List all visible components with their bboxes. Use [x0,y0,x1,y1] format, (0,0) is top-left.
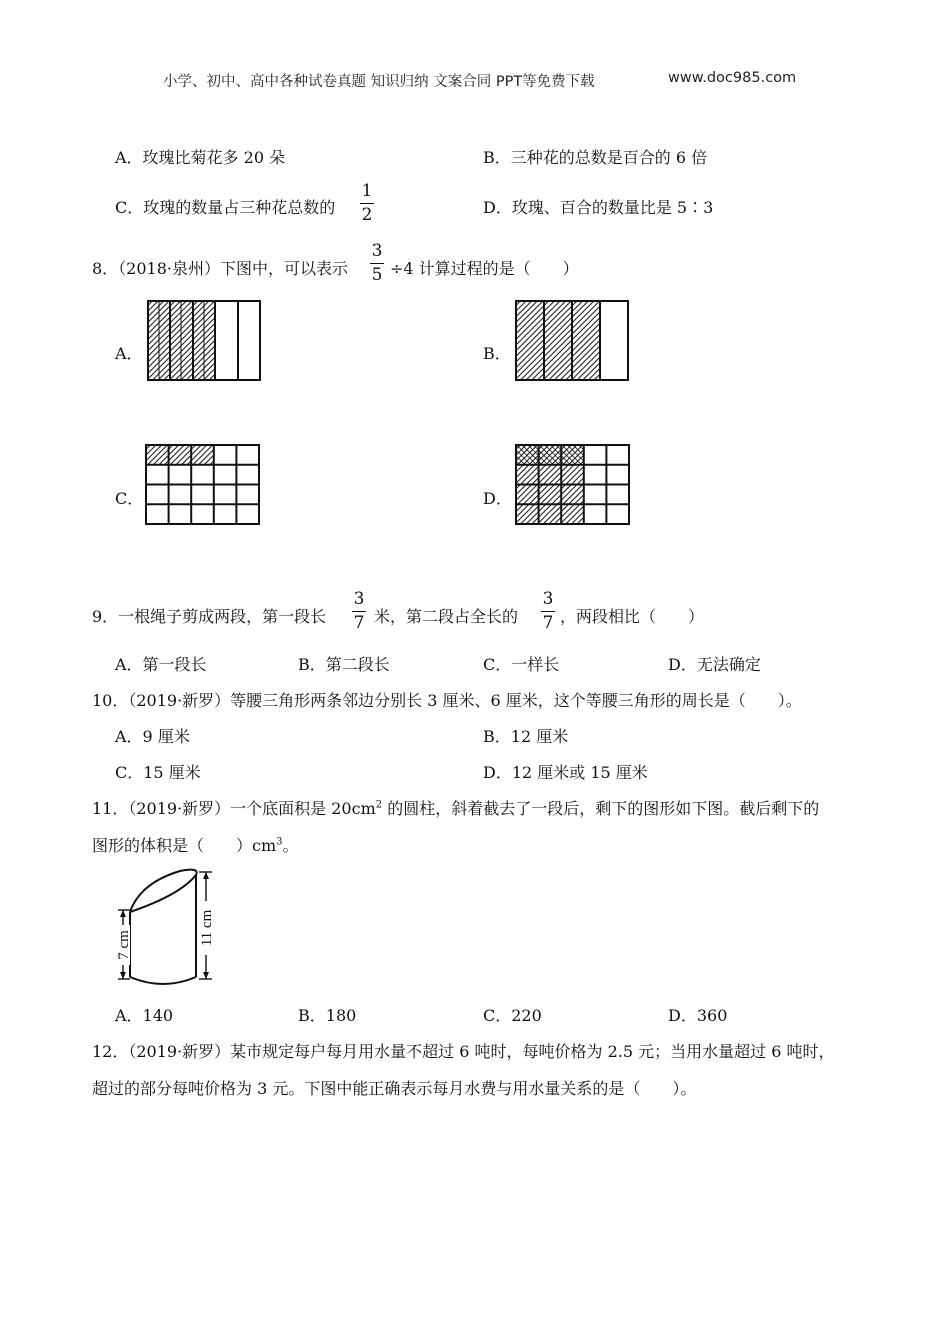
q8-figure-a [147,300,261,382]
q8-label-d[interactable]: D． [483,489,512,508]
q11-option-d[interactable]: D．360 [668,1006,728,1025]
q9-stem-1: 9．一根绳子剪成两段，第一段长 [92,607,327,626]
q7-option-d[interactable]: D．玫瑰、百合的数量比是 5∶3 [483,198,714,217]
q8-stem-pre: 8．（2018·泉州）下图中，可以表示 [92,259,348,278]
q11-stem-line1 [92,796,819,819]
q11-line2-post: 。 [282,836,299,855]
q8-figure-d [515,444,631,526]
fraction-bar [360,203,374,204]
q10-option-c[interactable]: C．15 厘米 [115,763,201,782]
q11-option-a[interactable]: A．140 [115,1006,174,1025]
q9-option-b[interactable]: B．第二段长 [298,655,390,674]
q11-stem-post: 的圆柱，斜着截去了一段后，剩下的图形如下图。截后剩下的 [382,799,820,818]
fraction-bar [370,263,384,264]
q8-figure-c [145,444,261,526]
q7-option-a[interactable]: A．玫瑰比菊花多 20 朵 [115,148,286,167]
q10-stem: 10．（2019·新罗）等腰三角形两条邻边分别长 3 厘米、6 厘米，这个等腰三角形的周长是（ ）。 [92,691,802,710]
q9-stem-3: ，两段相比（ ） [560,607,705,626]
fraction-denominator: 7 [542,613,554,633]
q9-stem-2: 米，第二段占全长的 [374,607,519,626]
fraction-numerator: 1 [361,181,373,201]
q12-stem-line2: 超过的部分每吨价格为 3 元。下图中能正确表示每月水费与用水量关系的是（ ）。 [92,1079,697,1098]
q11-superscript-2: 2 [375,799,383,811]
q11-right-dimension-label: 11 cm [199,909,215,947]
fraction-bar [352,611,366,612]
q11-option-c[interactable]: C．220 [483,1006,542,1025]
q12-stem-line1: 12．（2019·新罗）某市规定每户每月用水量不超过 6 吨时，每吨价格为 2.5 元；当用水量超过 6 吨时， [92,1042,835,1061]
q10-option-b[interactable]: B．12 厘米 [483,727,569,746]
q9-option-d[interactable]: D．无法确定 [668,655,761,674]
q10-option-a[interactable]: A．9 厘米 [115,727,190,746]
fraction-bar [541,611,555,612]
fraction-numerator: 3 [353,589,365,609]
header-text: 小学、初中、高中各种试卷真题 知识归纳 文案合同 PPT等免费下载 [163,74,595,90]
fraction-denominator: 7 [353,613,365,633]
q8-label-b[interactable]: B． [483,344,511,363]
q10-option-d[interactable]: D．12 厘米或 15 厘米 [483,763,648,782]
q7-option-c[interactable]: C．玫瑰的数量占三种花总数的 [115,198,336,217]
q11-superscript-3: 3 [276,836,283,848]
q8-stem-post: ÷4 计算过程的是（ ） [390,259,579,278]
q8-figure-b [515,300,629,382]
q8-label-a[interactable]: A． [115,344,143,363]
q11-option-b[interactable]: B．180 [298,1006,357,1025]
q8-label-c[interactable]: C． [115,489,144,508]
q11-stem-line2 [92,833,299,856]
q8-fraction [370,243,384,284]
header-url[interactable]: www.doc985.com [668,70,797,86]
q7-option-c-fraction [360,183,374,224]
q9-fraction-2 [541,591,555,632]
q7-option-b[interactable]: B．三种花的总数是百合的 6 倍 [483,148,708,167]
fraction-denominator: 2 [361,205,373,225]
fraction-denominator: 5 [371,265,383,285]
q11-cylinder-figure [110,865,220,990]
q11-line2-pre: 图形的体积是（ ）cm [92,836,277,855]
q9-option-c[interactable]: C．一样长 [483,655,560,674]
q11-stem-pre: 11．（2019·新罗）一个底面积是 20cm [92,799,376,818]
fraction-numerator: 3 [371,241,383,261]
q11-left-dimension-label: 7 cm [116,930,132,960]
q9-option-a[interactable]: A．第一段长 [115,655,207,674]
q9-fraction-1 [352,591,366,632]
fraction-numerator: 3 [542,589,554,609]
